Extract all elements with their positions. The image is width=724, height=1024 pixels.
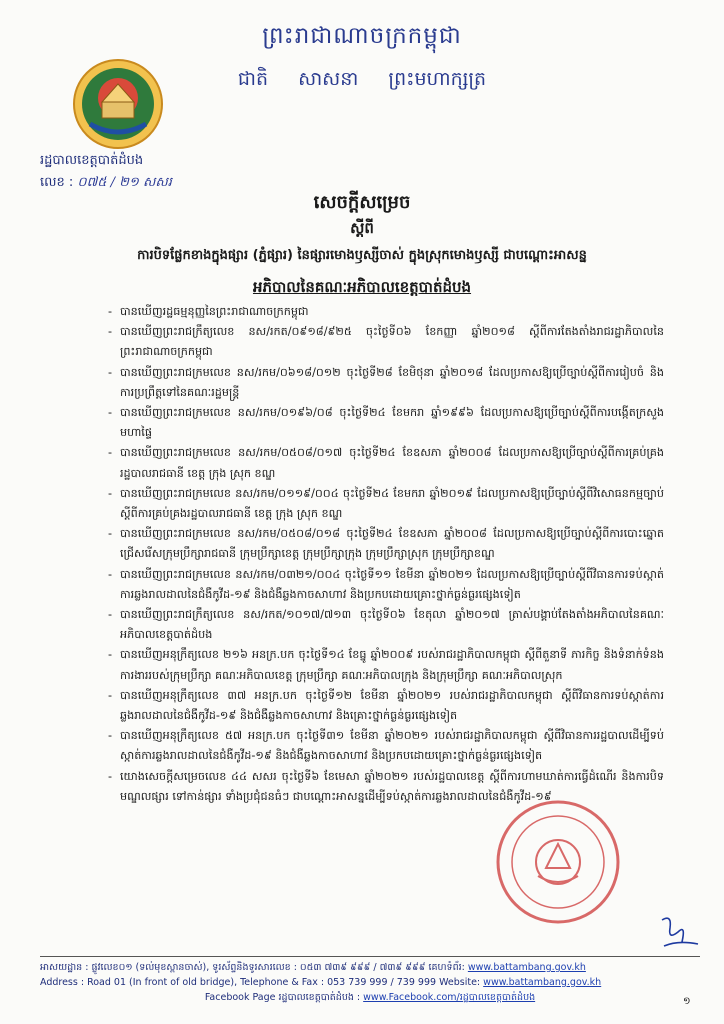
kingdom-motto: ជាតិ សាសនា ព្រះមហាក្សត្រ [237, 68, 487, 90]
issuing-authority: រដ្ឋបាលខេត្តបាត់ដំបង [40, 153, 144, 168]
khmer-address-text: អាសយដ្ឋាន : ផ្លូវលេខ០១ (ទល់មុខស្ពានចាស់), ទូរស័ព្ទនិងទូរសារលេខ : ០៥៣ ៧៣៩ ៩៩៩ / ៧៣៩ ៩៩៩ គេហទំព័រ: [40, 962, 465, 973]
list-item: - បានឃើញរដ្ឋធម្មនុញ្ញនៃព្រះរាជាណាចក្រកម្ពុជា [108, 302, 664, 322]
list-item: - បានឃើញអនុក្រឹត្យលេខ ៥៧ អនក្រ.បក ចុះថ្ងៃទី៣១ ខែមីនា ឆ្នាំ២០២១ របស់រាជរដ្ឋាភិបាលកម្ពុជា ស្តីពីវិធានការរដ្ឋបាលដើម្បីទប់ស្កាត់ការឆ្លងរាលដាលនៃជំងឺកូវីដ-១៩ និងជំងឺឆ្លងកាចសាហាវ និងប្រកបដោយគ្រោះថ្នាក់ធ្ងន់ធ្ងរផ្សេងទៀត [108, 726, 664, 766]
footer-khmer-address [40, 960, 700, 975]
title-decision: សេចក្តីសម្រេច [313, 192, 411, 213]
website-link-en[interactable]: www.battambang.gov.kh [483, 977, 602, 988]
reference-label: លេខ : [40, 175, 74, 190]
facebook-label: Facebook Page រដ្ឋបាលខេត្តបាត់ដំបង : [204, 992, 361, 1003]
legal-basis-list [108, 302, 664, 807]
decision-title [0, 190, 724, 300]
list-item: - បានឃើញព្រះរាជក្រមលេខ នស/រកម/០៥០៨/០១៨ ចុះថ្ងៃទី២៤ ខែឧសភា ឆ្នាំ២០០៨ ដែលប្រកាសឱ្យប្រើច្បាប់ស្តីពីការបោះឆ្នោតជ្រើសរើសក្រុមប្រឹក្សារាជធានី ក្រុមប្រឹក្សាខេត្ត ក្រុមប្រឹក្សាក្រុង ក្រុមប្រឹក្សាស្រុក ក្រុមប្រឹក្សាខណ្ឌ [108, 524, 664, 564]
list-item: - បានឃើញព្រះរាជក្រមលេខ នស/រកម/០១៩៦/០៨ ចុះថ្ងៃទី២៤ ខែមករា ឆ្នាំ១៩៩៦ ដែលប្រកាសឱ្យប្រើច្បាប់ស្តីពីការបង្កើតក្រសួងមហាផ្ទៃ [108, 403, 664, 443]
list-item: - បានឃើញព្រះរាជក្រមលេខ នស/រកម/០៥០៨/០១៧ ចុះថ្ងៃទី២៤ ខែឧសភា ឆ្នាំ២០០៨ ដែលប្រកាសឱ្យប្រើច្បាប់ស្តីពីការគ្រប់គ្រងរដ្ឋបាលរាជធានី ខេត្ត ក្រុង ស្រុក ខណ្ឌ [108, 443, 664, 483]
website-link[interactable]: www.battambang.gov.kh [467, 962, 586, 973]
title-subject: ការបិទផ្លែកខាងក្នុងផ្សារ (ភ្នំផ្សារ) នៃផ្សារមោងឫស្សីចាស់ ក្នុងស្រុកមោងឫស្សី ជាបណ្តោះអាសន្ន [137, 248, 587, 263]
list-item: - បានឃើញព្រះរាជក្រឹត្យលេខ នស/រកត/១០១៧/៧១៣ ចុះថ្ងៃទី០៦ ខែតុលា ឆ្នាំ២០១៧ ត្រាស់បង្គាប់តែងតាំងអភិបាលនៃគណៈអភិបាលខេត្តបាត់ដំបង [108, 605, 664, 645]
list-item: - បានឃើញព្រះរាជក្រឹត្យលេខ នស/រកត/០៩១៨/៩២៥ ចុះថ្ងៃទី០៦ ខែកញ្ញា ឆ្នាំ២០១៨ ស្តីពីការតែងតាំងរាជរដ្ឋាភិបាលនៃព្រះរាជាណាចក្រកម្ពុជា [108, 322, 664, 362]
list-item: - យោងសេចក្តីសម្រេចលេខ ៤៤ សសរ ចុះថ្ងៃទី៦ ខែមេសា ឆ្នាំ២០២១ របស់រដ្ឋបាលខេត្ត ស្តីពីការហាមឃាត់ការធ្វើដំណើរ និងការបិទមណ្ឌលផ្សារ ទៅកាន់ផ្សារ ទាំងប្រជុំជនធំៗ ជាបណ្តោះអាសន្នដើម្បីទប់ស្កាត់ការឆ្លងរាលដាលនៃជំងឺកូវីដ-១៩ [108, 767, 664, 807]
title-about: ស្តីពី [350, 219, 374, 237]
initials-signature [658, 912, 702, 952]
list-item: - បានឃើញព្រះរាជក្រមលេខ នស/រកម/០៣២១/០០៤ ចុះថ្ងៃទី១១ ខែមីនា ឆ្នាំ២០២១ ដែលប្រកាសឱ្យប្រើច្បាប់ស្តីពីវិធានការទប់ស្កាត់ការឆ្លងរាលដាលនៃជំងឺកូវីដ-១៩ និងជំងឺឆ្លងកាចសាហាវ និងប្រកបដោយគ្រោះថ្នាក់ធ្ងន់ធ្ងរផ្សេងទៀត [108, 565, 664, 605]
reference-value: ០៧៥ / ២១ សសរ [77, 175, 172, 190]
provincial-emblem [72, 58, 164, 150]
footer-english-address [40, 975, 700, 990]
title-authority: អភិបាលនៃគណៈអភិបាលខេត្តបាត់ដំបង [252, 278, 472, 296]
facebook-link[interactable]: www.Facebook.com/រដ្ឋបាលខេត្តបាត់ដំបង [363, 992, 536, 1003]
footer [40, 956, 700, 1005]
list-item: - បានឃើញព្រះរាជក្រមលេខ នស/រកម/០១១៩/០០៤ ចុះថ្ងៃទី២៤ ខែមករា ឆ្នាំ២០១៩ ដែលប្រកាសឱ្យប្រើច្បាប់ស្តីពីវិសោធនកម្មច្បាប់ ស្តីពីការគ្រប់គ្រងរដ្ឋបាលរាជធានី ខេត្ត ក្រុង ស្រុក ខណ្ឌ [108, 484, 664, 524]
footer-facebook [40, 990, 700, 1005]
page-number: ១ [683, 996, 691, 1007]
english-address-text: Address : Road 01 (In front of old bridge), Telephone & Fax : 053 739 999 / 739 999 Website: [40, 977, 481, 988]
list-item: - បានឃើញអនុក្រឹត្យលេខ ២១៦ អនក្រ.បក ចុះថ្ងៃទី១៤ ខែធ្នូ ឆ្នាំ២០០៩ របស់រាជរដ្ឋាភិបាលកម្ពុជា ស្តីពីតួនាទី ភារកិច្ច និងទំនាក់ទំនងការងាររបស់ក្រុមប្រឹក្សា គណៈអភិបាលខេត្ត ក្រុមប្រឹក្សា គណៈអភិបាលក្រុង និងក្រុមប្រឹក្សា គណៈអភិបាលស្រុក [108, 645, 664, 685]
list-item: - បានឃើញព្រះរាជក្រមលេខ នស/រកម/០៦១៨/០១២ ចុះថ្ងៃទី២៨ ខែមិថុនា ឆ្នាំ២០១៨ ដែលប្រកាសឱ្យប្រើច្បាប់ស្តីពីការរៀបចំ និងការប្រព្រឹត្តទៅនៃគណៈរដ្ឋមន្ត្រី [108, 363, 664, 403]
kingdom-title: ព្រះរាជាណាចក្រកម្ពុជា [262, 23, 462, 49]
official-seal-stamp [494, 798, 622, 926]
list-item: - បានឃើញអនុក្រឹត្យលេខ ៣៧ អនក្រ.បក ចុះថ្ងៃទី១២ ខែមីនា ឆ្នាំ២០២១ របស់រាជរដ្ឋាភិបាលកម្ពុជា ស្តីពីវិធានការទប់ស្កាត់ការឆ្លងរាលដាលនៃជំងឺកូវីដ-១៩ និងជំងឺឆ្លងកាចសាហាវ និងគ្រោះថ្នាក់ធ្ងន់ធ្ងរផ្សេងទៀត [108, 686, 664, 726]
